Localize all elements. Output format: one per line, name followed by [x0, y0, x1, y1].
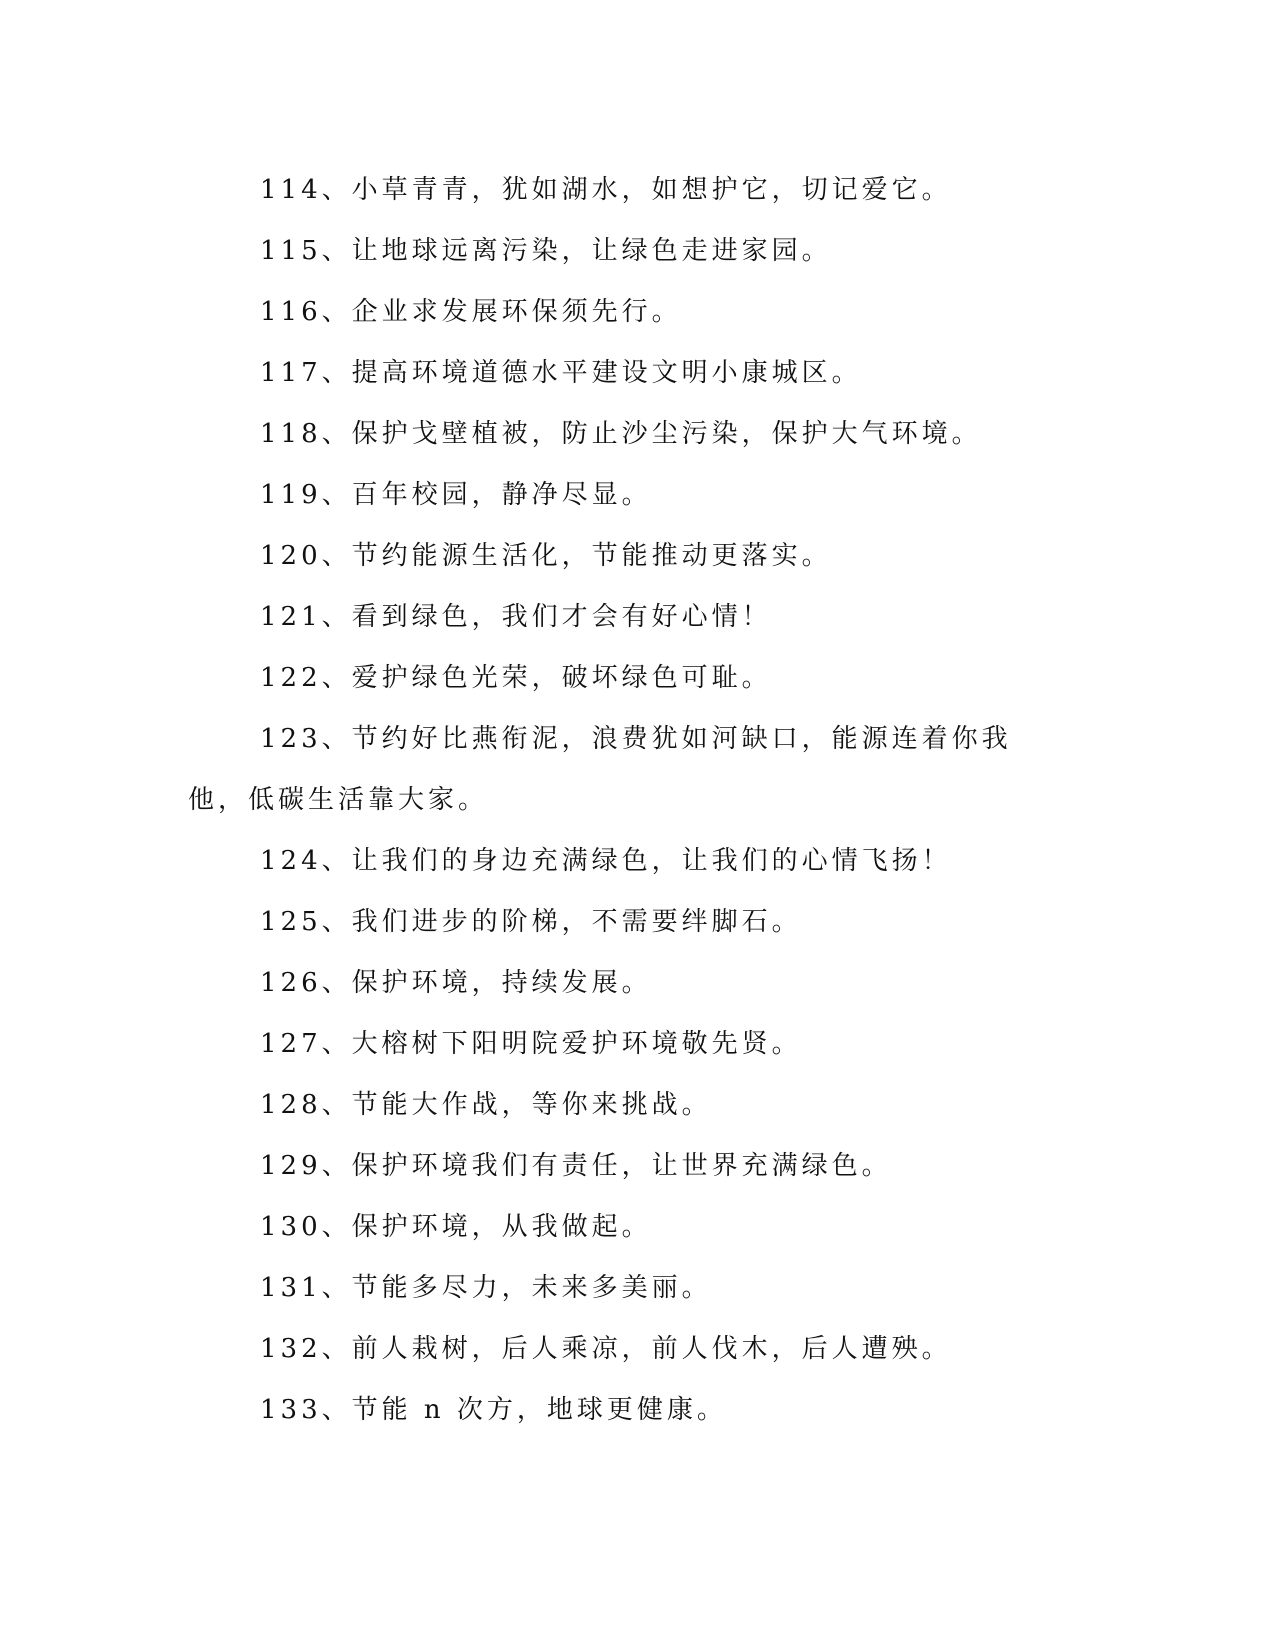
- slogan-list: [188, 160, 1068, 1441]
- list-item: 121、看到绿色，我们才会有好心情！: [260, 602, 772, 632]
- list-item: 120、节约能源生活化，节能推动更落实。: [260, 541, 832, 571]
- list-item: 123、节约好比燕衔泥，浪费犹如河缺口，能源连着你我他，低碳生活靠大家。: [188, 724, 1012, 815]
- list-item: 115、让地球远离污染，让绿色走进家园。: [260, 236, 832, 266]
- list-item: 131、节能多尽力，未来多美丽。: [260, 1273, 712, 1303]
- list-item: 127、大榕树下阳明院爱护环境敬先贤。: [260, 1029, 802, 1059]
- list-item: 128、节能大作战，等你来挑战。: [260, 1090, 712, 1120]
- list-item: 119、百年校园，静净尽显。: [260, 480, 652, 510]
- list-item: 133、节能 n 次方，地球更健康。: [260, 1395, 727, 1425]
- list-item: 114、小草青青，犹如湖水，如想护它，切记爱它。: [260, 175, 952, 205]
- list-item: 122、爱护绿色光荣，破坏绿色可耻。: [260, 663, 772, 693]
- list-item: 126、保护环境，持续发展。: [260, 968, 652, 998]
- list-item: 116、企业求发展环保须先行。: [260, 297, 682, 327]
- list-item: 118、保护戈壁植被，防止沙尘污染，保护大气环境。: [260, 419, 982, 449]
- list-item: 132、前人栽树，后人乘凉，前人伐木，后人遭殃。: [260, 1334, 952, 1364]
- list-item: 125、我们进步的阶梯，不需要绊脚石。: [260, 907, 802, 937]
- list-item: 124、让我们的身边充满绿色，让我们的心情飞扬！: [260, 846, 952, 876]
- list-item: 117、提高环境道德水平建设文明小康城区。: [260, 358, 862, 388]
- list-item: 129、保护环境我们有责任，让世界充满绿色。: [260, 1151, 892, 1181]
- list-item: 130、保护环境，从我做起。: [260, 1212, 652, 1242]
